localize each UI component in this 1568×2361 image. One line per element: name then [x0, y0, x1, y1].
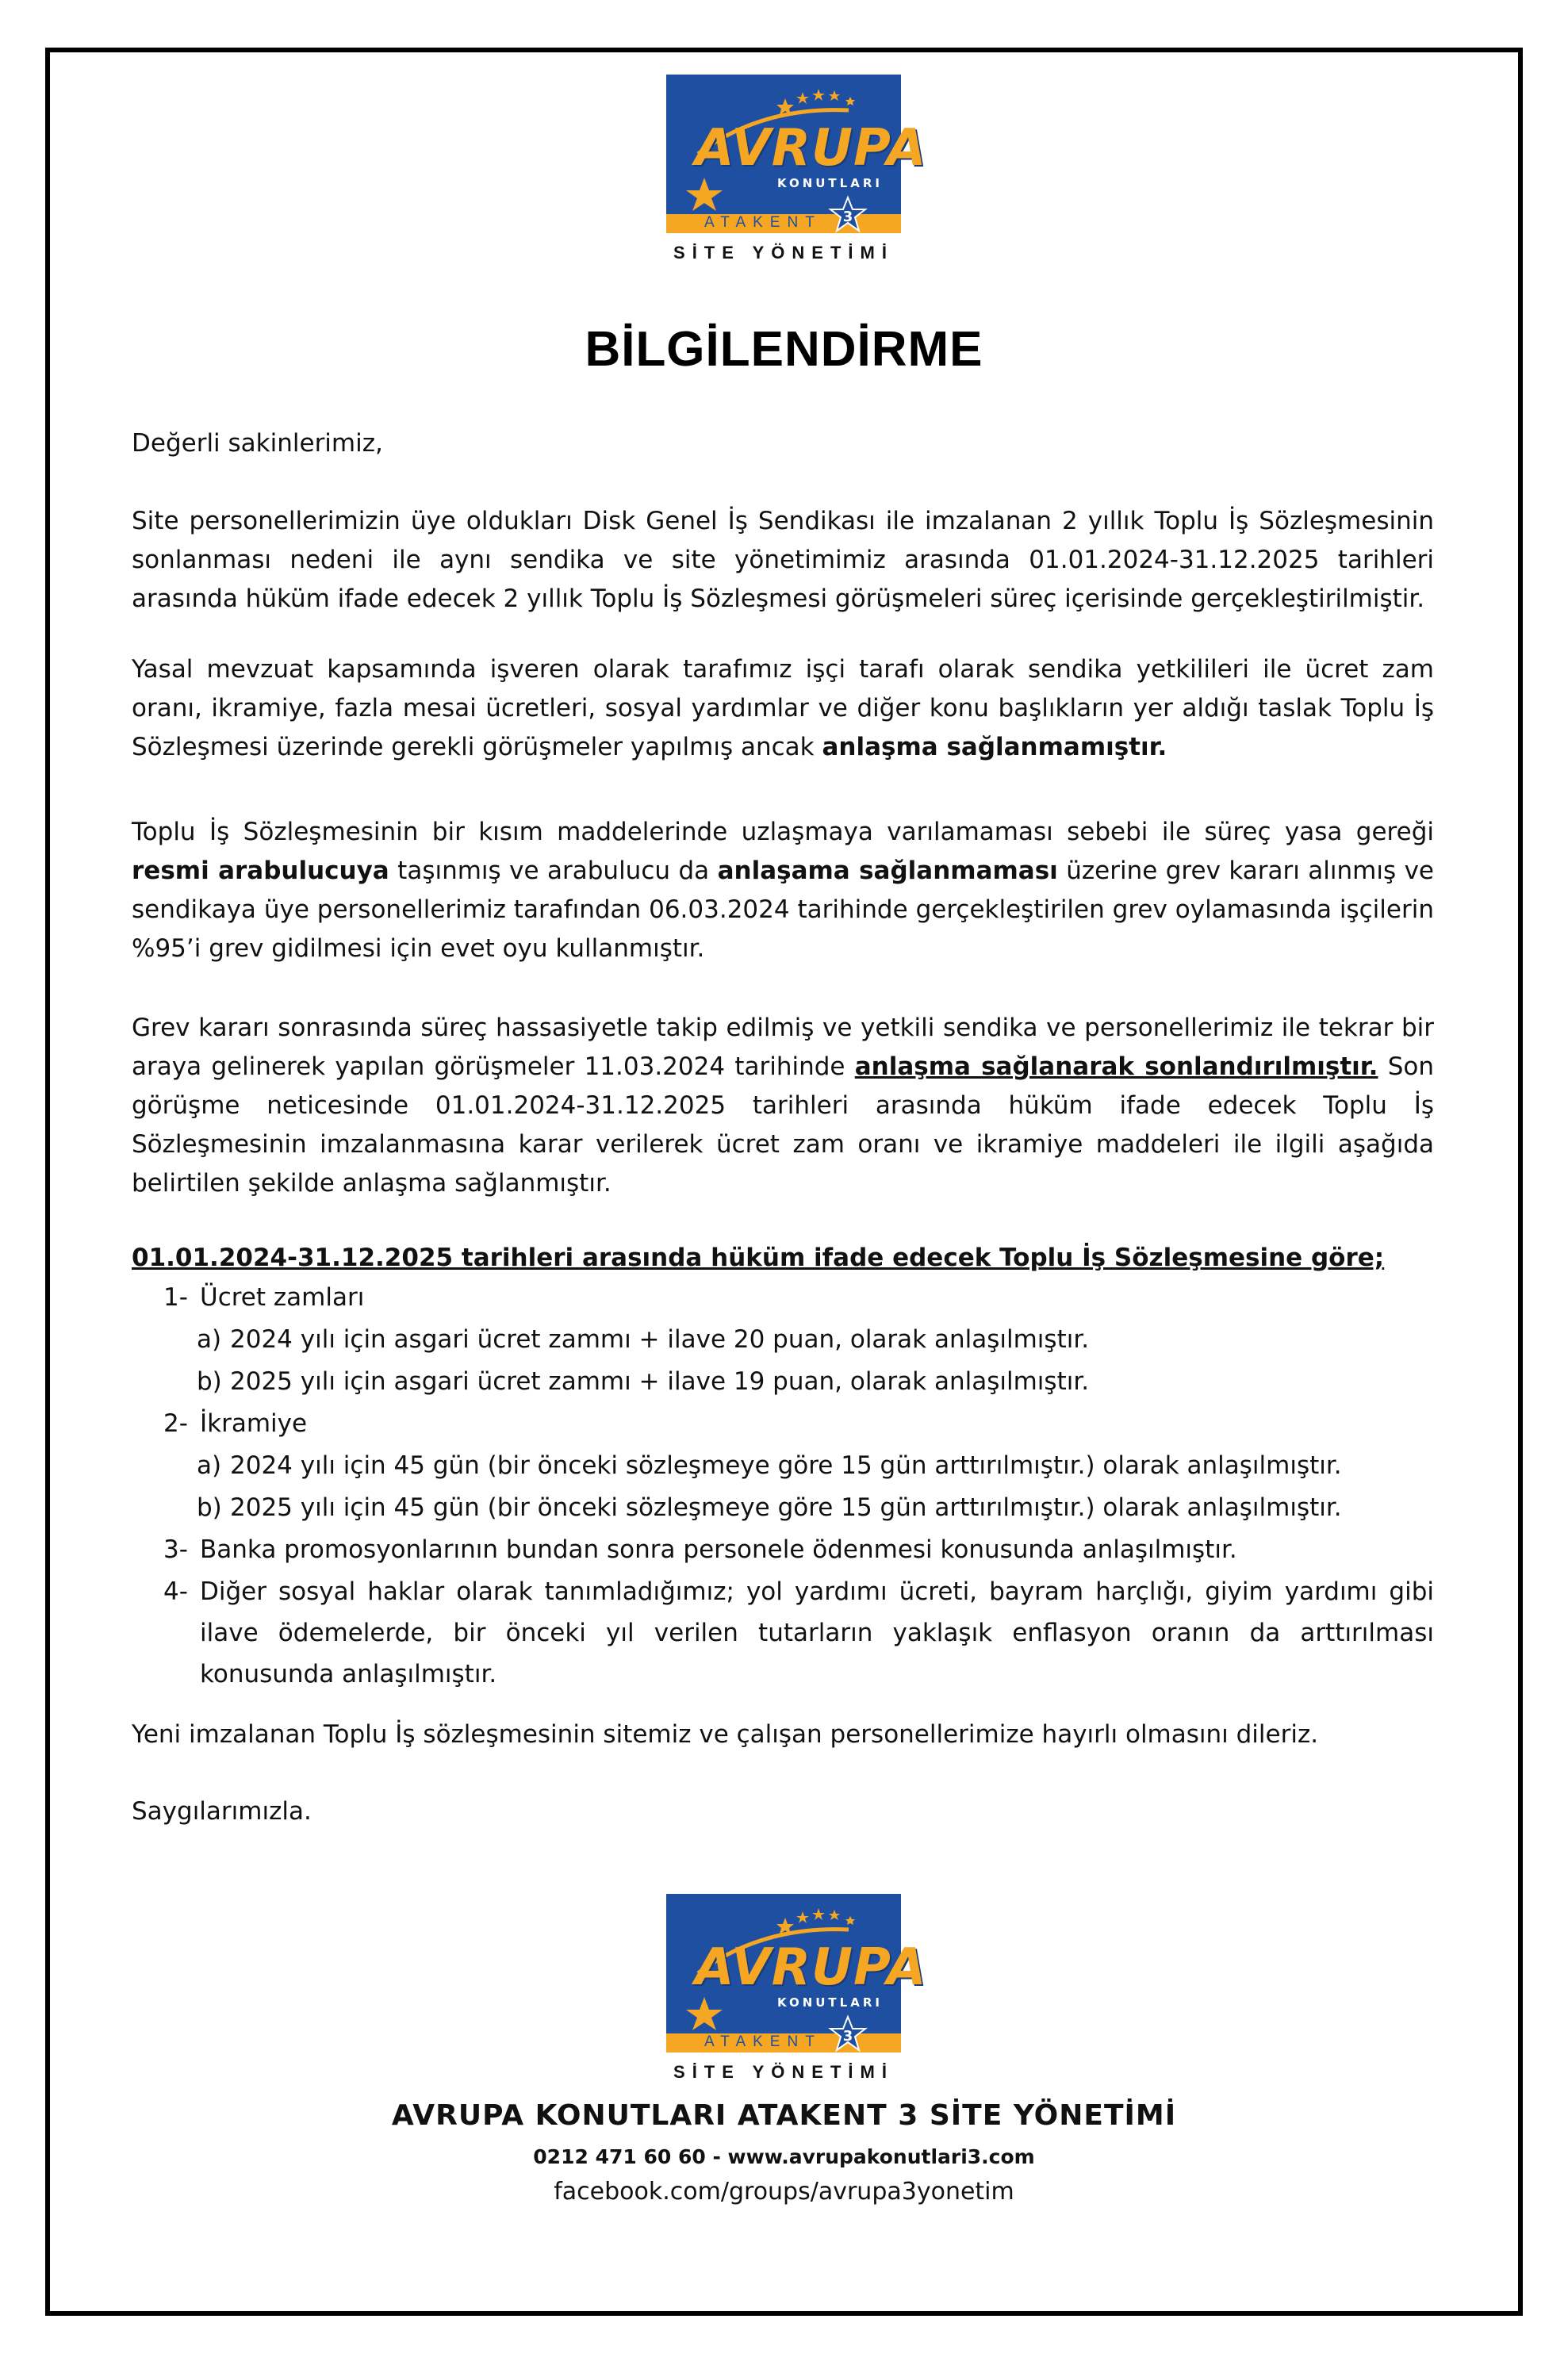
list-number: b): [197, 1367, 222, 1396]
list-item-4: [163, 1571, 1434, 1695]
badge-star-icon: [830, 2016, 866, 2052]
list-number: 4-: [163, 1577, 188, 1606]
agreement-heading: 01.01.2024-31.12.2025 tarihleri arasında hüküm ifade edecek Toplu İş Sözleşmesine göre;: [132, 1244, 1385, 1272]
logo-caption: SİTE YÖNETİMİ: [673, 243, 894, 263]
footer-contact: 0212 471 60 60 - www.avrupakonutlari3.com: [533, 2145, 1035, 2168]
list-number: a): [197, 1451, 222, 1480]
list-item-text: 2024 yılı için 45 gün (bir önceki sözleşmeye göre 15 gün arttırılmıştır.) olarak anlaşılmıştır.: [230, 1451, 1342, 1480]
document-title: BİLGİLENDİRME: [585, 322, 983, 377]
list-item-text: Banka promosyonlarının bundan sonra personele ödenmesi konusunda anlaşılmıştır.: [200, 1535, 1237, 1564]
list-item-text: Ücret zamları: [200, 1283, 365, 1312]
paragraph-3-text-2: taşınmış ve arabulucu da: [389, 857, 718, 885]
list-item-text: 2025 yılı için 45 gün (bir önceki sözleşmeye göre 15 gün arttırılmıştır.) olarak anlaşılmıştır.: [230, 1493, 1342, 1522]
paragraph-4-emphasis: anlaşma sağlanarak sonlandırılmıştır.: [854, 1052, 1378, 1081]
logo-strip-text: ATAKENT: [704, 2033, 822, 2050]
logo-brand-subtext: KONUTLARI: [777, 1995, 883, 2010]
signoff: Saygılarımızla.: [132, 1797, 312, 1826]
logo-brand-text: AVRUPA: [695, 119, 927, 178]
logo-strip-text: ATAKENT: [704, 214, 822, 231]
badge-star-icon: [830, 197, 866, 233]
logo-brand-text: AVRUPA: [695, 1938, 927, 1997]
badge-number: 3: [842, 2028, 853, 2045]
paragraph-3: [132, 813, 1434, 968]
paragraph-4-text-2: Son görüşme neticesinde 01.01.2024-31.12.2025 tarihleri arasında hüküm ifade edecek Toplu İş Sözleşmesinin imzalanmasına karar verilerek ücret zam oranı ve ikramiye maddeleri ile ilgili aşağıda belirtilen şekilde anlaşma sağlanmıştır.: [132, 1052, 1434, 1198]
site-logo-top: [666, 75, 927, 263]
footer-facebook-link[interactable]: facebook.com/groups/avrupa3yonetim: [554, 2178, 1014, 2206]
paragraph-4: [132, 1009, 1434, 1203]
paragraph-3-emphasis-2: anlaşama sağlanmaması: [717, 857, 1058, 885]
list-item-text: 2025 yılı için asgari ücret zammı + ilave 19 puan, olarak anlaşılmıştır.: [230, 1367, 1090, 1396]
paragraph-2: [132, 650, 1434, 767]
paragraph-1: Site personellerimizin üye oldukları Disk Genel İş Sendikası ile imzalanan 2 yıllık Toplu İş Sözleşmesinin sonlanması nedeni ile aynı sendika ve site yönetimimiz arasında 01.01.2024-31.12.2025 tarihleri arasında hüküm ifade edecek 2 yıllık Toplu İş Sözleşmesi görüşmeleri süreç içerisinde gerçekleştirilmiştir.: [132, 507, 1434, 613]
closing-text: Yeni imzalanan Toplu İş sözleşmesinin sitemiz ve çalışan personellerimize hayırlı olmasını dileriz.: [132, 1720, 1319, 1749]
paragraph-3-emphasis-1: resmi arabulucuya: [132, 857, 389, 885]
logo-caption: SİTE YÖNETİMİ: [673, 2062, 894, 2082]
list-item-text: Diğer sosyal haklar olarak tanımladığımız; yol yardımı ücreti, bayram harçlığı, giyim yardımı gibi ilave ödemelerde, bir önceki yıl verilen tutarların yaklaşık enflasyon oranın da arttırılması konusunda anlaşılmıştır.: [200, 1577, 1434, 1688]
logo-brand-subtext: KONUTLARI: [777, 176, 883, 190]
site-logo-bottom: [666, 1894, 927, 2083]
paragraph-2-emphasis: anlaşma sağlanmamıştır.: [822, 733, 1167, 761]
list-number: b): [197, 1493, 222, 1522]
list-item-text: İkramiye: [200, 1409, 308, 1438]
list-number: 1-: [163, 1283, 188, 1312]
logo-emblem: [666, 1894, 927, 2052]
list-number: 2-: [163, 1409, 188, 1438]
greeting: Değerli sakinlerimiz,: [132, 429, 383, 458]
paragraph-3-text-3: üzerine grev kararı alınmış ve sendikaya üye personellerimiz tarafından 06.03.2024 tarihinde gerçekleştirilen grev oylamasında işçilerin %95’i grev gidilmesi için evet oyu kullanmıştır.: [132, 857, 1434, 963]
badge-number: 3: [842, 209, 853, 225]
paragraph-4-text-1: Grev kararı sonrasında süreç hassasiyetle takip edilmiş ve yetkili sendika ve personellerimiz ile tekrar bir araya gelinerek yapılan görüşmeler 11.03.2024 tarihinde: [132, 1014, 1434, 1081]
list-number: a): [197, 1325, 222, 1354]
list-number: 3-: [163, 1535, 188, 1564]
list-item-text: 2024 yılı için asgari ücret zammı + ilave 20 puan, olarak anlaşılmıştır.: [230, 1325, 1090, 1354]
paragraph-3-text-1: Toplu İş Sözleşmesinin bir kısım maddelerinde uzlaşmaya varılamaması sebebi ile süreç yasa gereği: [132, 818, 1434, 846]
logo-emblem: [666, 75, 927, 233]
paragraph-2-text: Yasal mevzuat kapsamında işveren olarak tarafımız işçi tarafı olarak sendika yetkilileri ile ücret zam oranı, ikramiye, fazla mesai ücretleri, sosyal yardımlar ve diğer konu başlıkların yer aldığı taslak Toplu İş Sözleşmesi üzerinde gerekli görüşmeler yapılmış ancak: [132, 655, 1434, 761]
footer-title: AVRUPA KONUTLARI ATAKENT 3 SİTE YÖNETİMİ: [391, 2099, 1177, 2132]
